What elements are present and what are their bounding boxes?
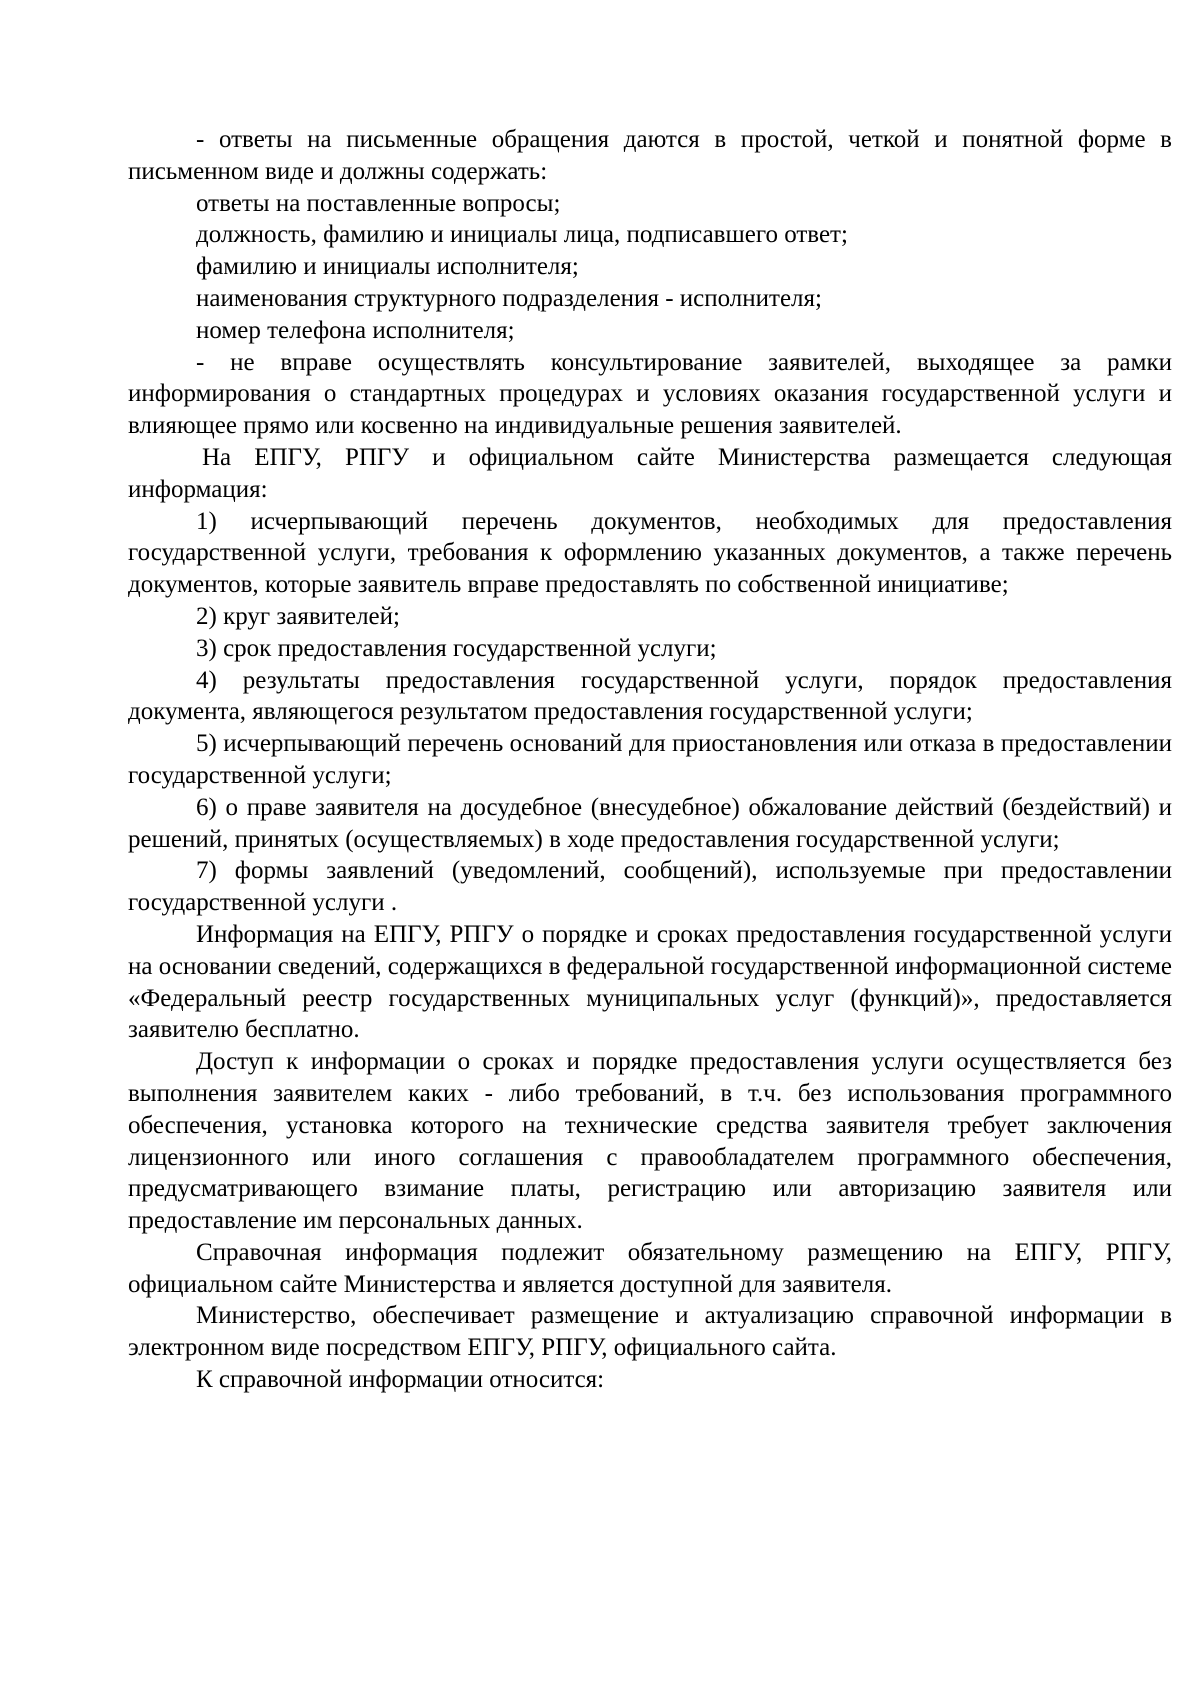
- list-item-3: 3) срок предоставления государственной услуги;: [196, 634, 717, 662]
- list-item-1: 1) исчерпывающий перечень документов, необходимых для предоставления государственной услуги, требования к оформлению указанных документов, а также перечень документов, которые заявитель вправе предоставлять по собственной инициативе;: [128, 507, 1172, 599]
- list-item-position: должность, фамилию и инициалы лица, подписавшего ответ;: [196, 221, 848, 249]
- paragraph-ministry: Министерство, обеспечивает размещение и актуализацию справочной информации в электронном виде посредством ЕПГУ, РПГУ, официального сайта.: [128, 1302, 1172, 1362]
- list-item-7: 7) формы заявлений (уведомлений, сообщений), используемые при предоставлении государственной услуги .: [128, 857, 1172, 917]
- document-page: [128, 124, 1172, 1396]
- paragraph-reference-info: Справочная информация подлежит обязательному размещению на ЕПГУ, РПГУ, официальном сайте Министерства и является доступной для заявителя.: [128, 1238, 1172, 1298]
- paragraph-published-info: На ЕПГУ, РПГУ и официальном сайте Министерства размещается следующая информация:: [128, 443, 1172, 503]
- paragraph-reference-list: К справочной информации относится:: [196, 1366, 605, 1394]
- list-item-5: 5) исчерпывающий перечень оснований для приостановления или отказа в предоставлении государственной услуги;: [128, 730, 1172, 789]
- list-item-4: 4) результаты предоставления государственной услуги, порядок предоставления документа, являющегося результатом предоставления государственной услуги;: [128, 666, 1172, 726]
- list-item-executor-name: фамилию и инициалы исполнителя;: [196, 253, 579, 281]
- list-item-answers: ответы на поставленные вопросы;: [196, 189, 561, 217]
- paragraph-written-answers: - ответы на письменные обращения даются в простой, четкой и понятной форме в письменном виде и должны содержать:: [128, 126, 1172, 185]
- paragraph-no-consulting: - не вправе осуществлять консультирование заявителей, выходящее за рамки информирования о стандартных процедурах и условиях оказания государственной услуги и влияющее прямо или косвенно на индивидуальные решения заявителей.: [128, 348, 1172, 440]
- list-item-division: наименования структурного подразделения - исполнителя;: [196, 284, 822, 312]
- list-item-6: 6) о праве заявителя на досудебное (внесудебное) обжалование действий (бездействий) и решений, принятых (осуществляемых) в ходе предоставления государственной услуги;: [128, 793, 1172, 853]
- list-item-2: 2) круг заявителей;: [196, 602, 400, 630]
- paragraph-free-info: Информация на ЕПГУ, РПГУ о порядке и сроках предоставления государственной услуги на основании сведений, содержащихся в федеральной государственной информационной системе «Федеральный реестр государственных муниципальных услуг (функций)», предоставляется заявителю бесплатно.: [128, 920, 1173, 1044]
- list-item-phone: номер телефона исполнителя;: [196, 316, 515, 344]
- paragraph-access: Доступ к информации о сроках и порядке предоставления услуги осуществляется без выполнения заявителем каких - либо требований, в т.ч. без использования программного обеспечения, установка которого на технические средства заявителя требует заключения лицензионного или иного соглашения с правообладателем программного обеспечения, предусматривающего взимание платы, регистрацию или авторизацию заявителя или предоставление им персональных данных.: [128, 1048, 1172, 1235]
